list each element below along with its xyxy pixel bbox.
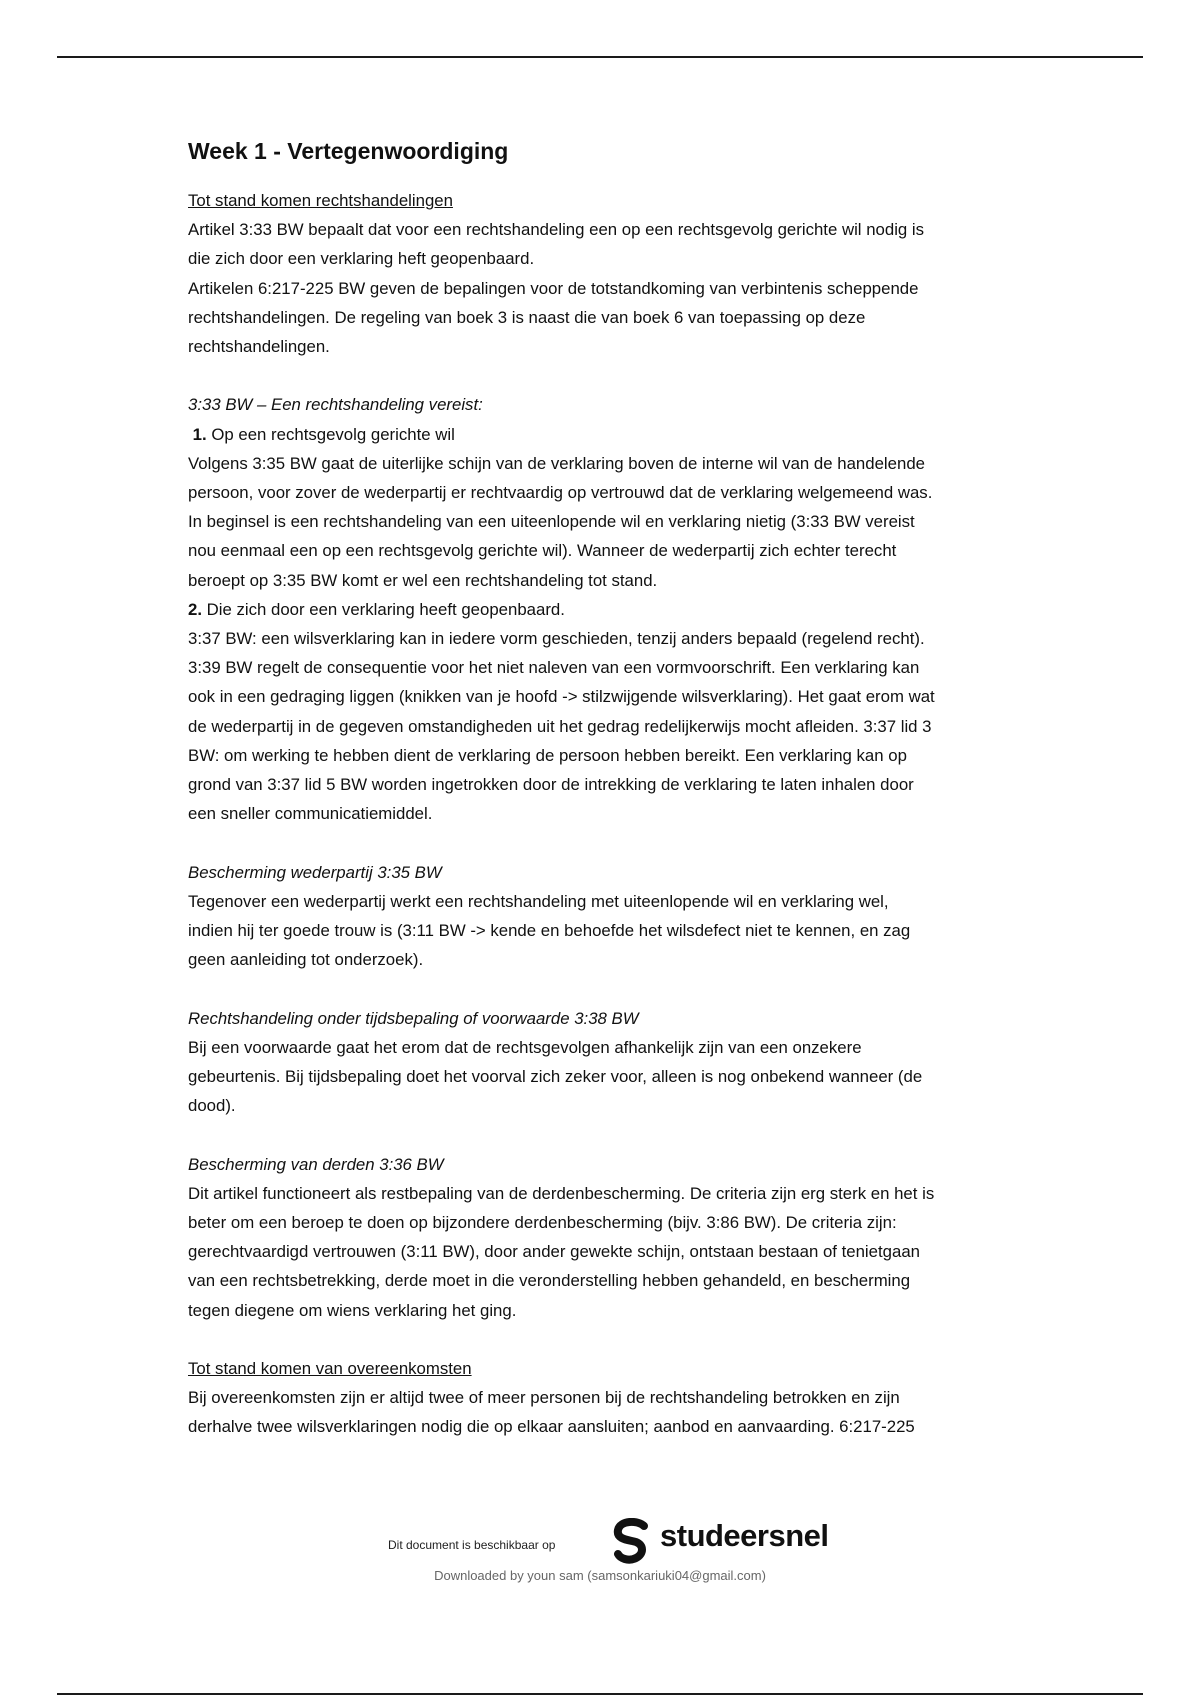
- text-line: de wederpartij in de gegeven omstandigheden uit het gedrag redelijkerwijs mocht afleiden. 3:37 lid 3: [188, 716, 932, 736]
- page-title: Week 1 - Vertegenwoordiging: [188, 138, 509, 164]
- text-line: Bij overeenkomsten zijn er altijd twee of meer personen bij de rechtshandeling betrokken en zijn: [188, 1388, 900, 1408]
- document-footer: [0, 1512, 1200, 1592]
- text-line: van een rechtsbetrekking, derde moet in die veronderstelling hebben gehandeld, en bescherming: [188, 1271, 911, 1291]
- section-heading: Bescherming wederpartij 3:35 BW: [188, 862, 442, 882]
- text-line: Artikelen 6:217-225 BW geven de bepalingen voor de totstandkoming van verbintenis scheppende: [188, 278, 919, 298]
- list-item-text: Op een rechtsgevolg gerichte wil: [211, 424, 455, 444]
- text-line: ook in een gedraging liggen (knikken van je hoofd -> stilzwijgende wilsverklaring). Het gaat erom wat: [188, 687, 935, 707]
- text-line: Dit artikel functioneert als restbepaling van de derdenbescherming. De criteria zijn erg sterk en het is: [188, 1183, 935, 1203]
- text-line: beter om een beroep te doen op bijzondere derdenbescherming (bijv. 3:86 BW). De criteria zijn:: [188, 1213, 897, 1233]
- text-line: nou eenmaal een op een rechtsgevolg gerichte wil). Wanneer de wederpartij zich echter terecht: [188, 541, 897, 561]
- document-body: [188, 134, 1058, 1442]
- text-line: BW: om werking te hebben dient de verklaring de persoon hebben bereikt. Een verklaring kan op: [188, 745, 907, 765]
- text-line: persoon, voor zover de wederpartij er rechtvaardig op vertrouwd dat de verklaring welgemeend was.: [188, 483, 933, 503]
- list-number: 1.: [192, 424, 207, 444]
- list-item-text: Die zich door een verklaring heeft geopenbaard.: [206, 599, 565, 619]
- list-item: [188, 420, 1058, 449]
- text-line: Artikel 3:33 BW bepaalt dat voor een rechtshandeling een op een rechtsgevolg gerichte wil nodig is: [188, 220, 925, 240]
- text-line: Tegenover een wederpartij werkt een rechtshandeling met uiteenlopende wil en verklaring wel,: [188, 891, 889, 911]
- section-heading: 3:33 BW – Een rechtshandeling vereist:: [188, 395, 483, 415]
- text-line: dood).: [188, 1096, 236, 1116]
- text-line: derhalve twee wilsverklaringen nodig die op elkaar aansluiten; aanbod en aanvaarding. 6:217-225: [188, 1417, 915, 1437]
- text-line: gerechtvaardigd vertrouwen (3:11 BW), door ander gewekte schijn, ontstaan bestaan of tenietgaan: [188, 1242, 920, 1262]
- section-heading: Bescherming van derden 3:36 BW: [188, 1154, 444, 1174]
- top-rule: [57, 56, 1143, 58]
- section-heading: Tot stand komen rechtshandelingen: [188, 191, 453, 210]
- text-line: Volgens 3:35 BW gaat de uiterlijke schijn van de verklaring boven de interne wil van de handelende: [188, 453, 925, 473]
- text-line: gebeurtenis. Bij tijdsbepaling doet het voorval zich zeker voor, alleen is nog onbekend wanneer (de: [188, 1067, 923, 1087]
- text-line: die zich door een verklaring heft geopenbaard.: [188, 249, 535, 269]
- section-heading: Rechtshandeling onder tijdsbepaling of voorwaarde 3:38 BW: [188, 1008, 639, 1028]
- text-line: indien hij ter goede trouw is (3:11 BW -> kende en behoefde het wilsdefect niet te kennen, en zag: [188, 921, 911, 941]
- text-line: 3:39 BW regelt de consequentie voor het niet naleven van een vormvoorschrift. Een verklaring kan: [188, 658, 920, 678]
- text-line: 3:37 BW: een wilsverklaring kan in iedere vorm geschieden, tenzij anders bepaald (regelend recht).: [188, 629, 925, 649]
- list-item: [188, 595, 1058, 624]
- text-line: rechtshandelingen.: [188, 337, 330, 357]
- studeersnel-logo-icon[interactable]: [610, 1518, 654, 1564]
- text-line: een sneller communicatiemiddel.: [188, 804, 433, 824]
- bottom-rule: [57, 1693, 1143, 1695]
- text-line: tegen diegene om wiens verklaring het ging.: [188, 1300, 517, 1320]
- text-line: beroept op 3:35 BW komt er wel een rechtshandeling tot stand.: [188, 570, 658, 590]
- text-line: geen aanleiding tot onderzoek).: [188, 950, 424, 970]
- availability-text: Dit document is beschikbaar op: [388, 1538, 556, 1552]
- brand-name[interactable]: studeersnel: [660, 1518, 829, 1553]
- text-line: Bij een voorwaarde gaat het erom dat de rechtsgevolgen afhankelijk zijn van een onzekere: [188, 1037, 862, 1057]
- section-heading: Tot stand komen van overeenkomsten: [188, 1359, 472, 1379]
- text-line: grond van 3:37 lid 5 BW worden ingetrokken door de intrekking de verklaring te laten inhalen door: [188, 775, 914, 795]
- text-line: rechtshandelingen. De regeling van boek 3 is naast die van boek 6 van toepassing op deze: [188, 307, 866, 327]
- download-info: Downloaded by youn sam (samsonkariuki04@gmail.com): [434, 1568, 766, 1583]
- list-number: 2.: [188, 599, 202, 619]
- text-line: In beginsel is een rechtshandeling van een uiteenlopende wil en verklaring nietig (3:33 BW vereist: [188, 512, 915, 532]
